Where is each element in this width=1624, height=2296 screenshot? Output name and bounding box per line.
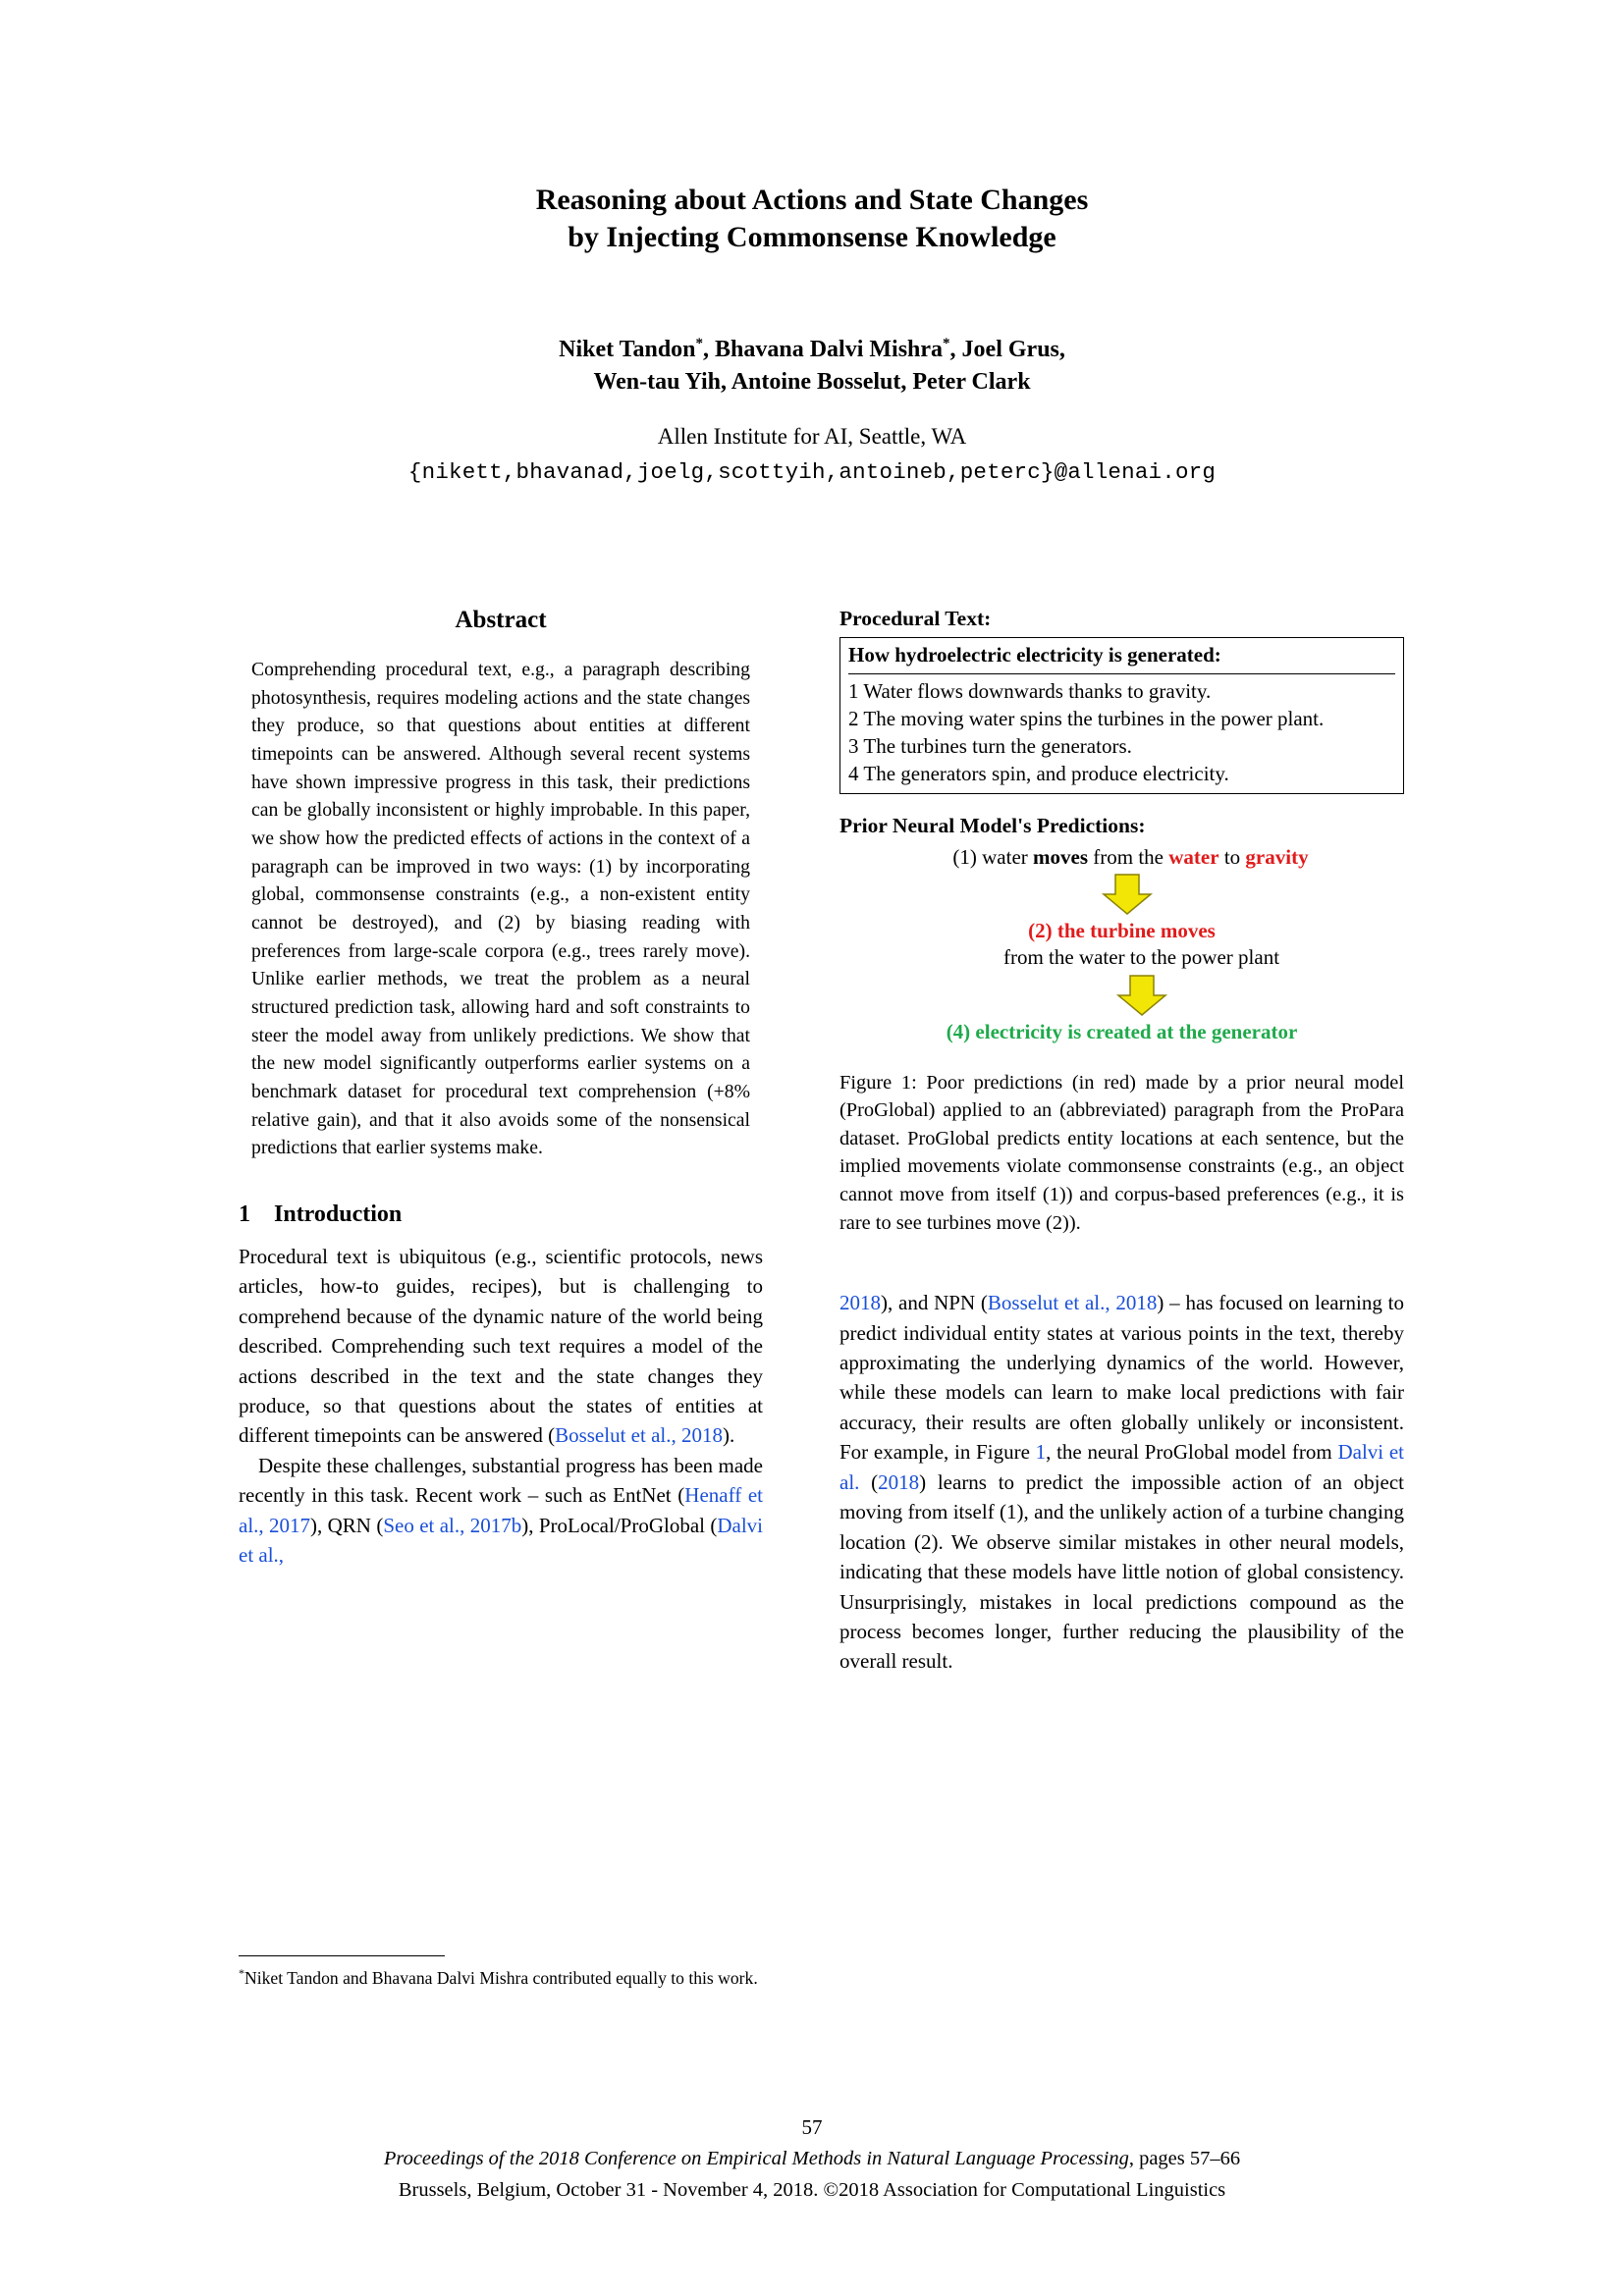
title-line-2: by Injecting Commonsense Knowledge — [568, 221, 1056, 254]
prediction-line-3: from the water to the power plant — [1002, 945, 1280, 970]
down-arrow-icon-1 — [839, 873, 1404, 916]
footnote-marker-2: * — [943, 336, 950, 351]
prediction-line-1 — [839, 844, 1404, 871]
prediction-1-mid: from the — [1088, 844, 1169, 869]
intro-paragraph-3 — [839, 1288, 1404, 1677]
prediction-line-4 — [839, 1019, 1404, 1045]
intro-paragraph-1 — [239, 1242, 763, 1451]
intro-p1-tail: ). — [722, 1423, 735, 1448]
intro-paragraph-2 — [239, 1451, 763, 1571]
footnote-divider — [239, 1955, 445, 1956]
prediction-1-from: water — [1168, 844, 1219, 869]
citation-seo-2017b[interactable]: Seo et al., 2017b — [383, 1513, 522, 1537]
intro-p1-text: Procedural text is ubiquitous (e.g., scientific protocols, news articles, how-to guides, recipes), but is challenging to comprehend because of the dynamic nature of the world being described. Comprehending such text requires a model of the actions described in the text and the state changes they produce, so that questions about the states of entities at different timepoints can be answered ( — [239, 1244, 763, 1448]
prediction-1-to-word: to — [1218, 844, 1246, 869]
left-column — [239, 607, 763, 1571]
page-number: 57 — [801, 2115, 823, 2139]
intro-p3-text-c: , the neural ProGlobal model from — [1046, 1440, 1338, 1465]
citation-dalvi-year[interactable]: 2018 — [878, 1469, 920, 1494]
author-tandon: Niket Tandon — [559, 337, 696, 362]
prediction-1-verb: moves — [1033, 844, 1089, 869]
intro-p3-text-b: ) – has focused on learning to predict individual entity states at various points in the text, thereby approximating the underlying dynamics of the world. However, while these models can learn to make local predictions with fair accuracy, their results are often globally unlikely or inconsistent. For example, in Figure — [839, 1291, 1404, 1465]
citation-henaff-2017[interactable]: Henaff et al., 2017 — [239, 1483, 763, 1537]
procedural-step: 3 The turbines turn the generators. — [848, 733, 1132, 758]
author-line-2: Wen-tau Yih, Antoine Bosselut, Peter Clark — [593, 369, 1031, 396]
citation-dalvi-etal[interactable]: Dalvi et al. — [839, 1440, 1405, 1494]
section-heading-introduction — [239, 1201, 763, 1228]
footnote-star: * — [239, 1966, 244, 1980]
author-sep-1: , Bhavana Dalvi Mishra — [703, 337, 944, 362]
predictions-label: Prior Neural Model's Predictions: — [839, 813, 1146, 837]
intro-p2-text-a: Despite these challenges, substantial progress has been made recently in this task. Recent work – such as EntNet ( — [239, 1453, 763, 1508]
prediction-2-text: (2) the turbine moves — [1028, 918, 1216, 942]
prediction-4-text: (4) electricity is created at the generator — [946, 1019, 1298, 1043]
procedural-box-title: How hydroelectric electricity is generated: — [848, 642, 1395, 674]
figure-caption: Figure 1: Poor predictions (in red) made by a prior neural model (ProGlobal) applied to an (abbreviated) paragraph from the ProPara dataset. ProGlobal predicts entity locations at each sentence, but the implied movements violate commonsense constraints (e.g., an object cannot move from itself (1)) and corpus-based preferences (e.g., it is rare to see turbines move (2)). — [839, 1071, 1404, 1234]
citation-year-2018[interactable]: 2018 — [839, 1291, 881, 1315]
conference-line: Brussels, Belgium, October 31 - November 4, 2018. ©2018 Association for Computational Linguistics — [398, 2179, 1226, 2201]
down-arrow-icon-2 — [839, 974, 1404, 1017]
email-address: {nikett,bhavanad,joelg,scottyih,antoineb,peterc}@allenai.org — [407, 459, 1217, 485]
intro-p3-text-a: ), and NPN ( — [881, 1291, 988, 1315]
procedural-text-label: Procedural Text: — [839, 607, 992, 630]
title-line-1: Reasoning about Actions and State Changes — [535, 184, 1089, 216]
section-number: 1 — [239, 1201, 250, 1227]
author-list — [177, 334, 1447, 399]
footnote-text: Niket Tandon and Bhavana Dalvi Mishra contributed equally to this work. — [244, 1967, 758, 1988]
procedural-text-box — [839, 637, 1404, 794]
intro-p3-paren: ( — [859, 1469, 879, 1494]
section-title: Introduction — [274, 1201, 403, 1227]
figure-reference-1[interactable]: 1 — [1035, 1440, 1047, 1465]
affiliation: Allen Institute for AI, Seattle, WA — [657, 424, 967, 449]
right-column — [839, 607, 1404, 1677]
proceedings-line — [0, 2148, 1624, 2170]
procedural-step: 2 The moving water spins the turbines in the power plant. — [848, 706, 1325, 730]
author-sep-2: , Joel Grus, — [949, 337, 1065, 362]
citation-bosselut-2018b[interactable]: Bosselut et al., 2018 — [987, 1291, 1158, 1315]
citation-bosselut-2018[interactable]: Bosselut et al., 2018 — [555, 1423, 723, 1448]
proceedings-pages: , pages 57–66 — [1128, 2148, 1241, 2169]
proceedings-title: Proceedings of the 2018 Conference on Empirical Methods in Natural Language Processing — [383, 2148, 1129, 2169]
prediction-1-to: gravity — [1245, 844, 1309, 869]
procedural-step: 4 The generators spin, and produce electricity. — [848, 761, 1229, 785]
intro-p2-text-b: ), QRN ( — [310, 1513, 384, 1537]
footnote — [239, 1965, 763, 1991]
procedural-step: 1 Water flows downwards thanks to gravity. — [848, 678, 1212, 703]
intro-p2-text-c: ), ProLocal/ProGlobal ( — [521, 1513, 718, 1537]
prediction-line-2 — [839, 918, 1404, 944]
prediction-1-prefix: (1) water — [952, 844, 1034, 869]
intro-p3-text-d: ) learns to predict the impossible action of an object moving from itself (1), and the unlikely action of a turbine changing location (2). We observe similar mistakes in other neural models, indicating that these models have little notion of global consistency. Unsurprisingly, mistakes in local predictions compound as the process becomes longer, further reducing the plausibility of the overall result. — [839, 1469, 1404, 1674]
abstract-text: Comprehending procedural text, e.g., a paragraph describing photosynthesis, requires modeling actions and the state changes they produce, so that questions about entities at different timepoints can be answered. Although several recent systems have shown impressive progress in this task, their predictions can be globally inconsistent or highly improbable. In this paper, we show how the predicted effects of actions in the context of a paragraph can be improved in two ways: (1) by incorporating global, commonsense constraints (e.g., a non-existent entity cannot be destroyed), and (2) by biasing reading with preferences from large-scale corpora (e.g., trees rarely move). Unlike earlier methods, we treat the problem as a neural structured prediction task, allowing hard and soft constraints to steer the model away from unlikely predictions. We show that the new model significantly outperforms earlier systems on a benchmark dataset for procedural text comprehension (+8% relative gain), and that it also avoids some of the nonsensical predictions that earlier systems make. — [251, 659, 750, 1159]
footnote-marker-1: * — [695, 336, 704, 351]
page-title — [177, 182, 1447, 257]
abstract-heading: Abstract — [455, 607, 547, 633]
author-line-1 — [177, 334, 1447, 366]
citation-dalvi-2018[interactable]: Dalvi et al., — [239, 1513, 764, 1568]
